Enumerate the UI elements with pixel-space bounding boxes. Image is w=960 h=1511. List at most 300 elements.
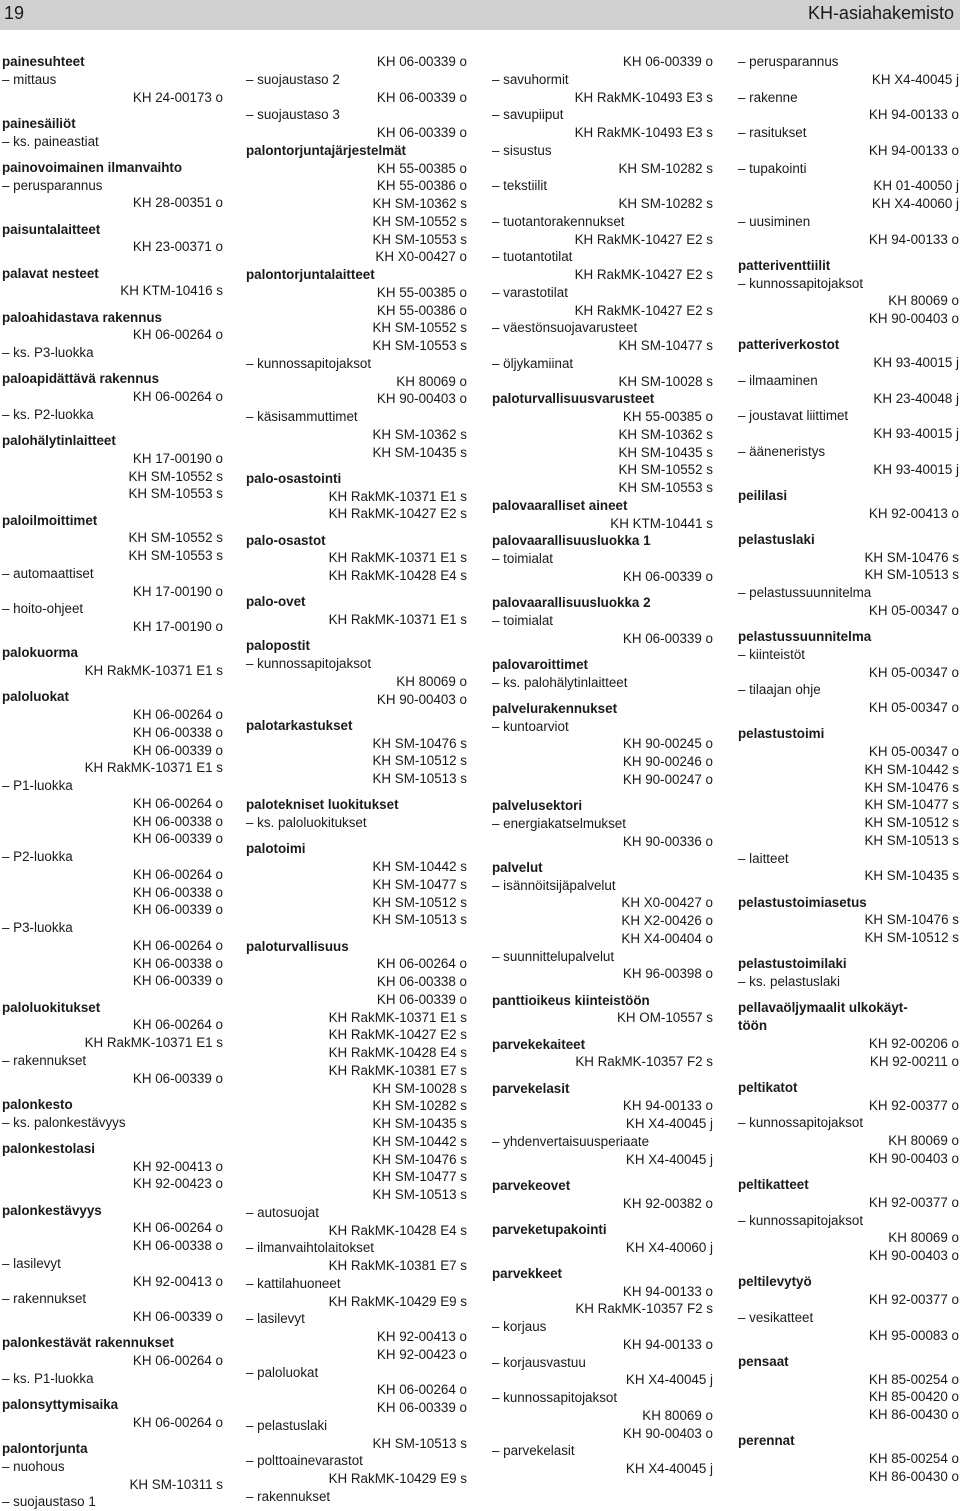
index-reference: KH 94-00133 o — [622, 1098, 713, 1114]
index-term: palohälytinlaitteet — [2, 433, 116, 448]
index-reference: KH SM-10552 s — [618, 462, 713, 478]
index-term: painesuhteet — [2, 54, 85, 69]
index-reference: KH 05-00347 o — [868, 602, 959, 618]
index-subterm: – joustavat liittimet — [738, 408, 849, 424]
index-reference: KH SM-10442 s — [372, 1133, 467, 1149]
index-subterm: – ks. P3-luokka — [2, 345, 94, 360]
index-term: palvelusektori — [492, 798, 583, 813]
index-reference: KH 95-00083 o — [868, 1327, 959, 1343]
index-term: pelastustoimiasetus — [738, 894, 867, 910]
index-subterm: – korjaus — [492, 1319, 547, 1334]
page-number: 19 — [4, 3, 25, 23]
index-reference: KH KTM-10441 s — [610, 515, 713, 531]
index-subterm: – pelastussuunnitelma — [738, 585, 872, 600]
index-reference: KH SM-10477 s — [618, 338, 713, 353]
index-reference: KH 85-00254 o — [868, 1451, 959, 1466]
index-reference: KH 05-00347 o — [868, 664, 959, 680]
index-reference: KH SM-10442 s — [372, 859, 467, 874]
index-term: palontorjuntalaitteet — [246, 267, 375, 282]
index-subterm: – nuohous — [2, 1458, 65, 1474]
entry-spacer — [2, 150, 224, 159]
index-subterm: – rakennukset — [2, 1291, 87, 1307]
index-reference: KH 85-00254 o — [868, 1371, 959, 1387]
entry-spacer — [246, 832, 468, 841]
entry-spacer — [738, 522, 960, 531]
index-reference: KH SM-10282 s — [618, 196, 713, 211]
index-term: parvekekaiteet — [492, 1036, 586, 1052]
entry-spacer — [492, 983, 714, 992]
index-subterm: – paloluokat — [246, 1364, 319, 1380]
entry-spacer — [246, 585, 468, 594]
entry-spacer — [2, 990, 224, 999]
index-reference: KH 06-00264 o — [132, 866, 223, 882]
index-term: paloahidastava rakennus — [2, 309, 163, 325]
index-term: paisuntalaitteet — [2, 221, 101, 237]
entry-spacer — [246, 523, 468, 532]
index-reference: KH 24-00173 o — [132, 89, 223, 105]
index-subterm: – laitteet — [738, 850, 789, 866]
index-subterm: – suojaustaso 3 — [246, 107, 340, 123]
index-reference: KH RakMK-10428 E4 s — [328, 1222, 467, 1238]
index-term: paloturvallisuusvarusteet — [492, 391, 655, 407]
entry-spacer — [738, 1424, 960, 1433]
entry-spacer — [2, 106, 224, 115]
index-subterm: – vesikatteet — [738, 1309, 814, 1325]
index-reference: KH SM-10435 s — [372, 1116, 467, 1131]
index-subterm: – varastotilat — [492, 284, 568, 300]
index-term: palotoimi — [246, 841, 306, 857]
index-reference: KH 92-00423 o — [132, 1176, 223, 1192]
index-term: panttioikeus kiinteistöön — [492, 992, 650, 1008]
index-reference: KH 06-00339 o — [132, 1070, 223, 1086]
entry-spacer — [492, 586, 714, 595]
index-reference: KH RakMK-10381 E7 s — [328, 1258, 467, 1273]
index-reference: KH 92-00423 o — [376, 1346, 467, 1362]
entry-spacer — [246, 929, 468, 938]
index-reference: KH 94-00133 o — [622, 1283, 713, 1299]
index-reference: KH SM-10362 s — [372, 196, 467, 211]
index-reference: KH 06-00339 o — [376, 1400, 467, 1415]
index-reference: KH 86-00430 o — [868, 1407, 959, 1422]
index-reference: KH 80069 o — [396, 673, 467, 689]
index-reference: KH 01-40050 j — [873, 178, 959, 194]
index-reference: KH RakMK-10493 E3 s — [574, 125, 713, 140]
entry-spacer — [2, 256, 224, 265]
index-subterm: – yhdenvertaisuusperiaate — [492, 1133, 650, 1149]
index-reference: KH 06-00339 o — [376, 89, 467, 105]
index-term: palopostit — [246, 638, 310, 654]
index-reference: KH 92-00206 o — [868, 1035, 959, 1051]
index-reference: KH 90-00336 o — [622, 833, 713, 849]
index-reference: KH SM-10552 s — [372, 320, 467, 336]
index-subterm: – tilaajan ohje — [738, 682, 821, 698]
index-subterm: – toimialat — [492, 551, 554, 566]
index-subterm: – kunnossapitojaksot — [246, 355, 372, 371]
index-reference: KH 80069 o — [888, 1230, 959, 1246]
index-reference: KH 06-00264 o — [132, 795, 223, 811]
index-reference: KH 92-00211 o — [869, 1053, 959, 1069]
index-reference: KH 55-00385 o — [376, 284, 467, 300]
index-reference: KH SM-10362 s — [372, 426, 467, 442]
entry-spacer — [2, 1131, 224, 1140]
index-reference: KH 85-00420 o — [868, 1389, 959, 1405]
index-reference: KH 06-00338 o — [376, 974, 467, 989]
index-reference: KH 06-00264 o — [376, 1382, 467, 1398]
index-reference: KH 86-00430 o — [868, 1468, 959, 1484]
entry-spacer — [2, 636, 224, 645]
index-subterm: – savupiiput — [492, 107, 564, 123]
index-term: paloluokitukset — [2, 999, 101, 1015]
entry-spacer — [738, 885, 960, 894]
index-reference: KH 06-00339 o — [132, 742, 223, 758]
entry-spacer — [2, 1087, 224, 1096]
index-term: palovaaralliset aineet — [492, 497, 628, 513]
index-reference: KH 05-00347 o — [868, 700, 959, 715]
index-reference: KH SM-10282 s — [618, 160, 713, 176]
index-reference: KH 92-00413 o — [868, 505, 959, 521]
page-header — [0, 0, 960, 30]
index-reference: KH SM-10442 s — [864, 761, 959, 777]
index-reference: KH 90-00403 o — [376, 691, 467, 707]
index-reference: KH 93-40015 j — [873, 355, 959, 370]
index-reference: KH X2-00426 o — [621, 913, 713, 928]
entry-spacer — [738, 1344, 960, 1353]
index-reference: KH 06-00264 o — [132, 1414, 223, 1430]
index-subterm: – rasitukset — [738, 125, 807, 140]
index-subterm: – perusparannus — [738, 54, 839, 69]
index-reference: KH RakMK-10357 F2 s — [575, 1301, 713, 1317]
index-term: palontorjunta — [2, 1441, 88, 1456]
index-subterm: – väestönsuojavarusteet — [492, 320, 638, 336]
index-reference: KH 80069 o — [396, 373, 467, 389]
index-reference: KH 90-00403 o — [868, 1248, 959, 1263]
index-reference: KH 06-00339 o — [376, 125, 467, 140]
index-reference: KH 90-00403 o — [868, 311, 959, 326]
index-reference: KH 93-40015 j — [873, 426, 959, 441]
index-subterm: – rakennukset — [2, 1052, 87, 1068]
index-reference: KH RakMK-10381 E7 s — [328, 1062, 467, 1078]
index-reference: KH RakMK-10371 E1 s — [84, 663, 223, 678]
index-term: palotekniset luokitukset — [246, 797, 399, 813]
index-term: perennat — [738, 1433, 795, 1449]
index-column-3 — [492, 53, 714, 1478]
index-reference: KH RakMK-10493 E3 s — [574, 89, 713, 105]
index-term: pelastussuunnitelma — [738, 629, 872, 644]
index-subterm: – polttoainevarastot — [246, 1453, 363, 1469]
index-subterm: – kunnossapitojaksot — [492, 1390, 618, 1405]
entry-spacer — [738, 328, 960, 337]
index-term: patteriventtiilit — [738, 257, 831, 273]
index-reference: KH 06-00339 o — [132, 1309, 223, 1324]
index-term: pensaat — [738, 1353, 789, 1369]
index-reference: KH 06-00339 o — [376, 54, 467, 69]
entry-spacer — [2, 212, 224, 221]
index-subterm: – hoito-ohjeet — [2, 601, 84, 617]
index-reference: KH RakMK-10371 E1 s — [328, 612, 467, 627]
index-term: parveketupakointi — [492, 1221, 607, 1237]
index-subterm: – sisustus — [492, 142, 552, 158]
index-subterm: – ks. P1-luokka — [2, 1370, 94, 1386]
index-term: parvekelasit — [492, 1080, 570, 1096]
index-reference: KH 06-00264 o — [132, 327, 223, 343]
index-reference: KH X4-40045 j — [625, 1151, 713, 1167]
index-subterm: – ks. palohälytinlaitteet — [492, 674, 628, 690]
index-subterm: – toimialat — [492, 612, 554, 628]
index-reference: KH 90-00245 o — [622, 736, 713, 752]
index-reference: KH RakMK-10427 E2 s — [328, 1027, 467, 1043]
index-subterm: – tupakointi — [738, 160, 807, 176]
entry-spacer — [2, 503, 224, 512]
index-reference: KH 06-00264 o — [132, 707, 223, 722]
index-reference: KH 06-00338 o — [132, 813, 223, 829]
index-term: peililasi — [738, 487, 788, 503]
index-reference: KH X0-00427 o — [621, 895, 713, 911]
entry-spacer — [246, 629, 468, 638]
index-reference: KH SM-10028 s — [372, 1080, 467, 1096]
index-subterm: – lasilevyt — [246, 1311, 305, 1327]
index-reference: KH SM-10552 s — [128, 530, 223, 546]
index-term: palonkestävät rakennukset — [2, 1335, 174, 1351]
index-subterm: – ks. palonkestävyys — [2, 1114, 126, 1130]
entry-spacer — [738, 478, 960, 487]
index-reference: KH SM-10435 s — [864, 868, 959, 884]
index-reference: KH 92-00413 o — [132, 1273, 223, 1289]
index-term: töön — [738, 1018, 767, 1033]
index-term: parvekeovet — [492, 1177, 571, 1193]
index-reference: KH 90-00403 o — [868, 1150, 959, 1166]
index-reference: KH RakMK-10357 F2 s — [575, 1054, 713, 1070]
index-reference: KH SM-10435 s — [372, 444, 467, 460]
index-subterm: – ilmaaminen — [738, 372, 818, 388]
index-subterm: – automaattiset — [2, 565, 94, 581]
index-reference: KH SM-10553 s — [372, 231, 467, 247]
index-subterm: – uusiminen — [738, 213, 811, 229]
index-subterm: – tuotantotilat — [492, 249, 573, 265]
index-term: palvelut — [492, 859, 543, 875]
index-subterm: – ilmanvaihtolaitokset — [246, 1240, 375, 1256]
index-reference: KH RakMK-10371 E1 s — [84, 1035, 223, 1050]
index-subterm: – isännöitsijäpalvelut — [492, 877, 616, 893]
entry-spacer — [2, 1388, 224, 1397]
index-reference: KH 90-00403 o — [376, 391, 467, 407]
index-reference: KH 92-00413 o — [376, 1329, 467, 1344]
index-column-4 — [738, 53, 960, 1486]
index-reference: KH SM-10512 s — [864, 930, 959, 945]
index-reference: KH 06-00339 o — [376, 991, 467, 1007]
index-reference: KH 06-00339 o — [132, 831, 223, 847]
index-reference: KH 96-00398 o — [622, 966, 713, 982]
index-reference: KH 28-00351 o — [132, 195, 223, 211]
header-title: KH-asiahakemisto — [807, 3, 954, 23]
index-subterm: – ks. paineastiat — [2, 133, 99, 149]
index-reference: KH SM-10513 s — [864, 832, 959, 848]
index-reference: KH RakMK-10371 E1 s — [84, 760, 223, 776]
index-reference: KH X4-40045 j — [625, 1116, 713, 1131]
entry-spacer — [738, 620, 960, 629]
entry-spacer — [738, 1265, 960, 1274]
index-reference: KH RakMK-10427 E2 s — [574, 267, 713, 282]
index-term: palonkestävyys — [2, 1202, 102, 1218]
index-subterm: – kunnossapitojaksot — [738, 1115, 864, 1131]
index-reference: KH SM-10552 s — [372, 213, 467, 229]
entry-spacer — [246, 708, 468, 717]
entry-spacer — [492, 691, 714, 700]
index-subterm: – kiinteistöt — [738, 646, 805, 662]
index-subterm: – P2-luokka — [2, 849, 73, 864]
index-reference: KH 17-00190 o — [132, 619, 223, 634]
entry-spacer — [738, 947, 960, 956]
index-reference: KH SM-10282 s — [372, 1098, 467, 1114]
index-reference: KH 06-00264 o — [132, 1353, 223, 1368]
index-reference: KH OM-10557 s — [616, 1010, 713, 1026]
index-reference: KH 17-00190 o — [132, 450, 223, 466]
index-subterm: – mittaus — [2, 71, 57, 87]
index-subterm: – lasilevyt — [2, 1255, 61, 1271]
index-subterm: – korjausvastuu — [492, 1354, 586, 1370]
index-reference: KH X4-40045 j — [625, 1372, 713, 1388]
index-reference: KH SM-10512 s — [372, 753, 467, 769]
index-reference: KH 80069 o — [888, 293, 959, 309]
index-term: palotarkastukset — [246, 717, 353, 733]
index-reference: KH 55-00386 o — [376, 178, 467, 194]
index-reference: KH SM-10513 s — [864, 567, 959, 583]
index-reference: KH 92-00377 o — [868, 1097, 959, 1113]
index-subterm: – käsisammuttimet — [246, 409, 358, 424]
entry-spacer — [492, 647, 714, 656]
index-reference: KH 55-00386 o — [376, 302, 467, 318]
entry-spacer — [2, 1326, 224, 1335]
entry-spacer — [492, 1168, 714, 1177]
index-term: peltilevytyö — [738, 1274, 812, 1290]
index-column-2 — [246, 53, 468, 1506]
entry-spacer — [246, 461, 468, 470]
index-term: palovaroittimet — [492, 656, 588, 672]
index-reference: KH 06-00339 o — [132, 902, 223, 918]
index-reference: KH 05-00347 o — [868, 744, 959, 759]
index-term: pelastustoimilaki — [738, 956, 847, 972]
entry-spacer — [492, 850, 714, 859]
index-term: peltikatteet — [738, 1177, 809, 1192]
index-reference: KH 94-00133 o — [868, 142, 959, 158]
index-reference: KH X4-00404 o — [621, 930, 713, 946]
index-subterm: – rakenne — [738, 89, 798, 105]
entry-spacer — [2, 362, 224, 371]
entry-spacer — [2, 1432, 224, 1441]
index-subterm: – kattilahuoneet — [246, 1275, 341, 1291]
index-subterm: – pelastuslaki — [246, 1417, 328, 1433]
entry-spacer — [738, 1168, 960, 1177]
index-reference: KH 80069 o — [642, 1407, 713, 1423]
index-reference: KH 94-00133 o — [622, 1336, 713, 1352]
entry-spacer — [492, 1212, 714, 1221]
index-term: patteriverkostot — [738, 337, 840, 353]
index-term: pelastuslaki — [738, 531, 815, 547]
index-reference: KH SM-10477 s — [864, 797, 959, 813]
index-reference: KH 06-00339 o — [132, 973, 223, 989]
index-reference: KH KTM-10416 s — [120, 283, 223, 299]
index-reference: KH SM-10476 s — [864, 779, 959, 795]
index-reference: KH X0-00427 o — [375, 249, 467, 265]
index-subterm: – P3-luokka — [2, 920, 73, 935]
index-reference: KH RakMK-10371 E1 s — [328, 488, 467, 504]
index-term: pelastustoimi — [738, 726, 825, 742]
index-subterm: – energiakatselmukset — [492, 815, 626, 831]
index-reference: KH SM-10513 s — [372, 912, 467, 928]
index-reference: KH 55-00385 o — [622, 409, 713, 424]
index-column-1 — [2, 53, 224, 1511]
index-term: palokuorma — [2, 645, 78, 661]
index-reference: KH X4-40060 j — [625, 1239, 713, 1255]
index-reference: KH SM-10553 s — [128, 548, 223, 563]
index-reference: KH 23-40048 j — [873, 390, 959, 406]
index-reference: KH SM-10553 s — [128, 486, 223, 502]
index-reference: KH 92-00413 o — [132, 1158, 223, 1174]
entry-spacer — [492, 1256, 714, 1265]
index-reference: KH RakMK-10371 E1 s — [328, 1009, 467, 1025]
index-subterm: – perusparannus — [2, 177, 103, 193]
index-reference: KH RakMK-10427 E2 s — [574, 231, 713, 247]
index-reference: KH 93-40015 j — [873, 461, 959, 477]
index-subterm: – ks. pelastuslaki — [738, 974, 840, 989]
index-subterm: – autosuojat — [246, 1204, 319, 1220]
index-reference: KH 55-00385 o — [376, 160, 467, 176]
index-reference: KH X4-40045 j — [871, 71, 959, 87]
index-term: palonkestolasi — [2, 1140, 96, 1156]
index-reference: KH SM-10512 s — [864, 815, 959, 830]
index-reference: KH X4-40045 j — [625, 1461, 713, 1476]
index-term: palo-ovet — [246, 594, 306, 610]
index-subterm: – kunnossapitojaksot — [246, 656, 372, 671]
index-reference: KH SM-10362 s — [618, 426, 713, 442]
index-subterm: – suunnittelupalvelut — [492, 948, 615, 964]
index-subterm: – suojaustaso 1 — [2, 1494, 96, 1510]
index-reference: KH 06-00339 o — [622, 568, 713, 584]
index-reference: KH SM-10513 s — [372, 771, 467, 786]
index-term: painovoimainen ilmanvaihto — [2, 159, 183, 175]
index-reference: KH X4-40060 j — [871, 196, 959, 211]
index-term: painesäiliöt — [2, 115, 76, 131]
index-reference: KH 06-00338 o — [132, 884, 223, 900]
index-reference: KH 06-00264 o — [376, 956, 467, 972]
index-reference: KH RakMK-10429 E9 s — [328, 1471, 467, 1486]
entry-spacer — [738, 991, 960, 1000]
index-reference: KH 06-00264 o — [132, 1220, 223, 1236]
entry-spacer — [492, 789, 714, 798]
entry-spacer — [246, 788, 468, 797]
entry-spacer — [738, 717, 960, 726]
index-reference: KH SM-10477 s — [372, 876, 467, 892]
index-reference: KH 23-00371 o — [132, 239, 223, 255]
index-reference: KH SM-10477 s — [372, 1169, 467, 1185]
index-term: pellavaöljymaalit ulkokäyt- — [738, 1000, 908, 1016]
index-term: paloluokat — [2, 689, 69, 705]
entry-spacer — [2, 680, 224, 689]
index-reference: KH 92-00377 o — [868, 1292, 959, 1307]
index-subterm: – ks. paloluokitukset — [246, 815, 367, 830]
index-term: palovaarallisuusluokka 2 — [492, 595, 651, 610]
index-subterm: – öljykamiinat — [492, 355, 574, 371]
index-subterm: – savuhormit — [492, 71, 569, 87]
entry-spacer — [738, 248, 960, 257]
index-term: palo-osastot — [246, 532, 326, 548]
index-reference: KH 94-00133 o — [868, 231, 959, 247]
entry-spacer — [2, 1193, 224, 1202]
index-reference: KH 06-00339 o — [622, 630, 713, 646]
index-reference: KH SM-10513 s — [372, 1187, 467, 1202]
index-reference: KH SM-10512 s — [372, 894, 467, 910]
index-reference: KH SM-10435 s — [618, 444, 713, 460]
index-reference: KH RakMK-10428 E4 s — [328, 1045, 467, 1060]
